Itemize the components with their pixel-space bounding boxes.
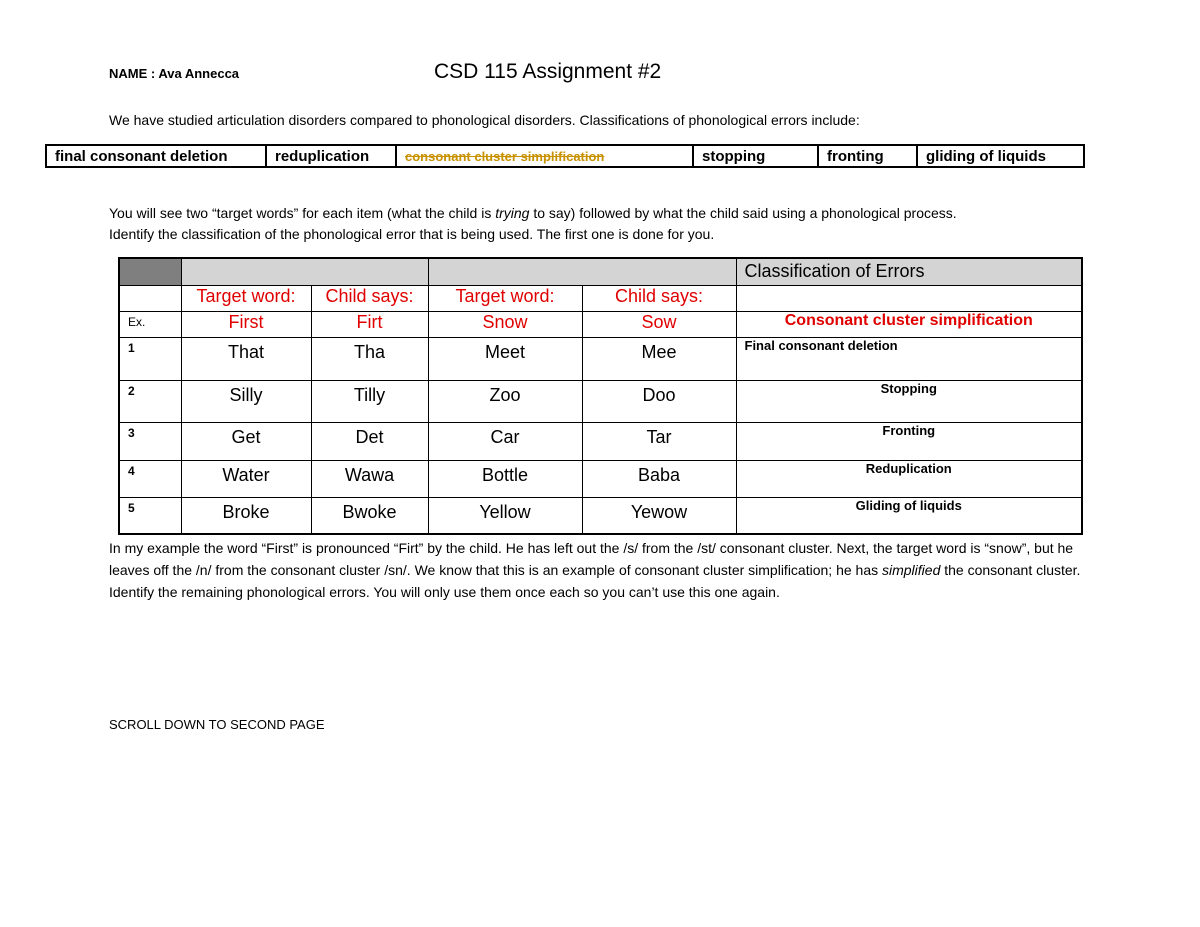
class-final-consonant-deletion: final consonant deletion	[46, 145, 266, 167]
phonological-errors-table	[118, 257, 1083, 535]
table-row-example	[119, 311, 1082, 337]
header-blank-1	[181, 258, 428, 285]
classification-answer: Gliding of liquids	[736, 497, 1082, 534]
row-number: 2	[119, 380, 181, 422]
child-says-1: Tilly	[311, 380, 428, 422]
class-gliding-of-liquids: gliding of liquids	[917, 145, 1084, 167]
target-word-1: That	[181, 337, 311, 380]
instructions-line-1: You will see two “target words” for each item (what the child is trying to say) followed by what the child said using a phonological process.	[109, 205, 957, 221]
target-word-2: Bottle	[428, 460, 582, 497]
classification-answer: Final consonant deletion	[736, 337, 1082, 380]
col-header-target-2: Target word:	[428, 285, 582, 311]
target-word-1: Broke	[181, 497, 311, 534]
child-says-2: Baba	[582, 460, 736, 497]
table-row	[119, 380, 1082, 422]
row-number: 3	[119, 422, 181, 460]
row-number: 4	[119, 460, 181, 497]
child-says-1: Wawa	[311, 460, 428, 497]
child-says-2: Sow	[582, 311, 736, 337]
instructions-line-2: Identify the classification of the phonological error that is being used. The first one is done for you.	[109, 226, 715, 242]
child-says-1: Det	[311, 422, 428, 460]
intro-text: We have studied articulation disorders compared to phonological disorders. Classifications of phonological errors include:	[109, 112, 860, 128]
row-number: 5	[119, 497, 181, 534]
col-header-target-1: Target word:	[181, 285, 311, 311]
child-says-2: Doo	[582, 380, 736, 422]
target-word-2: Zoo	[428, 380, 582, 422]
target-word-2: Car	[428, 422, 582, 460]
child-says-1: Bwoke	[311, 497, 428, 534]
instructions-emphasis: trying	[495, 205, 530, 221]
target-word-1: Water	[181, 460, 311, 497]
classification-answer: Reduplication	[736, 460, 1082, 497]
target-word-2: Snow	[428, 311, 582, 337]
class-reduplication: reduplication	[266, 145, 396, 167]
child-says-2: Tar	[582, 422, 736, 460]
classification-list	[45, 144, 1085, 168]
target-word-1: Get	[181, 422, 311, 460]
row-label: Ex.	[119, 311, 181, 337]
col-header-classification-blank	[736, 285, 1082, 311]
row-number: 1	[119, 337, 181, 380]
header-blank-2	[428, 258, 736, 285]
header-corner	[119, 258, 181, 285]
classification-header: Classification of Errors	[736, 258, 1082, 285]
class-stopping: stopping	[693, 145, 818, 167]
classification-answer: Fronting	[736, 422, 1082, 460]
student-name: NAME : Ava Annecca	[109, 66, 240, 81]
child-says-2: Mee	[582, 337, 736, 380]
class-fronting: fronting	[818, 145, 917, 167]
table-row	[119, 497, 1082, 534]
target-word-1: Silly	[181, 380, 311, 422]
child-says-2: Yewow	[582, 497, 736, 534]
instructions	[109, 203, 957, 245]
col-header-child-1: Child says:	[311, 285, 428, 311]
child-says-1: Tha	[311, 337, 428, 380]
child-says-1: Firt	[311, 311, 428, 337]
target-word-2: Yellow	[428, 497, 582, 534]
col-header-blank	[119, 285, 181, 311]
target-word-2: Meet	[428, 337, 582, 380]
table-row	[119, 422, 1082, 460]
explanation-emphasis: simplified	[882, 562, 941, 578]
classification-answer: Stopping	[736, 380, 1082, 422]
class-consonant-cluster-simplification: consonant cluster simplification	[396, 145, 693, 167]
classification-answer: Consonant cluster simplification	[736, 311, 1082, 337]
target-word-1: First	[181, 311, 311, 337]
explanation-paragraph: In my example the word “First” is pronounced “Firt” by the child. He has left out the /s/ from the /st/ consonant cluster. Next, the target word is “snow”, but he leaves off the /n/ from the consonant cluster /sn/. We know that this is an example of consonant cluster simplification; he has simplified the consonant cluster. Identify the remaining phonological errors. You will only use them once each so you can’t use this one again.	[109, 540, 1081, 600]
table-row	[119, 337, 1082, 380]
assignment-title: CSD 115 Assignment #2	[434, 60, 662, 83]
col-header-child-2: Child says:	[582, 285, 736, 311]
table-row	[119, 460, 1082, 497]
scroll-note: SCROLL DOWN TO SECOND PAGE	[109, 717, 325, 732]
